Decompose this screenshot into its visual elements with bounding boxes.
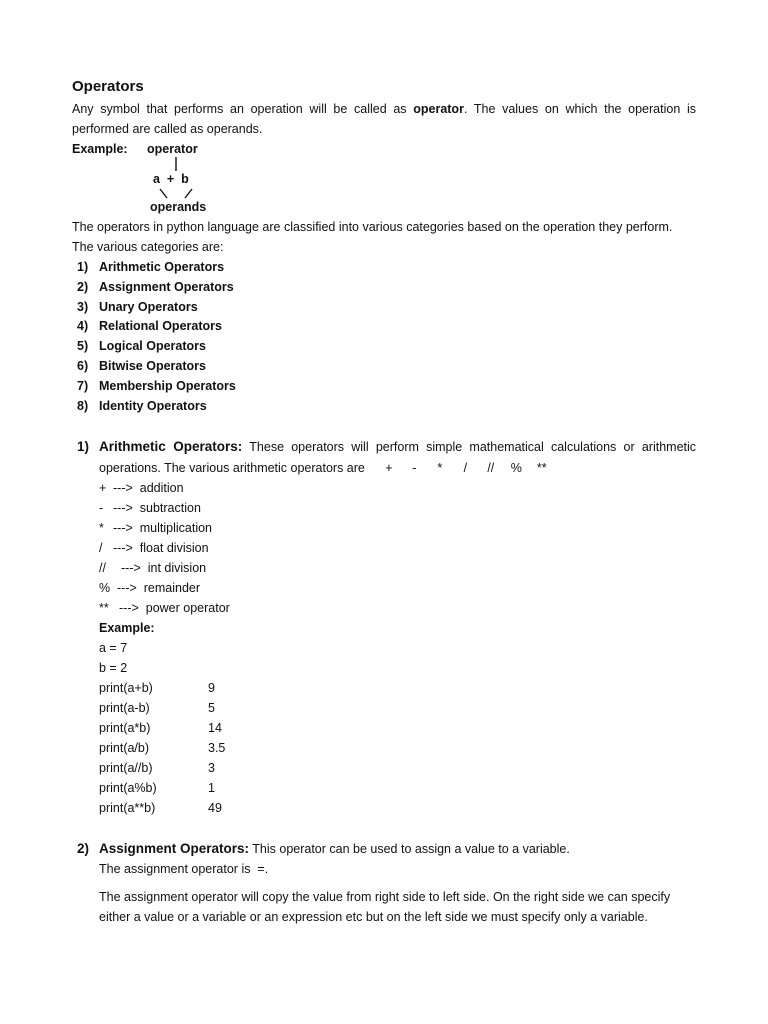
assign-b: b = 2 (99, 661, 128, 675)
print-result: 1 (208, 781, 215, 795)
assignment-para-2: either a value or a variable or an expression etc but on the left side we must specify only a variable. (99, 910, 648, 924)
category-num: 1) (77, 260, 89, 274)
intro-operator-term: operator (413, 102, 464, 116)
symbol-power: ** (536, 461, 547, 475)
assignment-line-1 (99, 841, 570, 857)
op-row-power: ** ---> power operator (99, 601, 230, 615)
print-result: 9 (208, 681, 215, 695)
diagram-operands-label: operands (150, 200, 207, 214)
category-num: 3) (77, 300, 89, 314)
page-title: Operators (72, 78, 144, 95)
category-membership: Membership Operators (99, 379, 236, 393)
op-row-subtraction: - ---> subtraction (99, 501, 201, 515)
op-row-remainder: % ---> remainder (99, 581, 201, 595)
category-assignment: Assignment Operators (99, 280, 234, 294)
arithmetic-desc-line-2 (99, 460, 553, 476)
symbol-modulo: % (510, 461, 522, 475)
category-num: 7) (77, 379, 89, 393)
category-num: 2) (77, 280, 89, 294)
categories-intro-1: The operators in python language are classified into various categories based on the operation they perform. (72, 220, 673, 234)
category-bitwise: Bitwise Operators (99, 359, 206, 373)
arithmetic-heading: Arithmetic Operators: (99, 439, 243, 454)
category-num: 8) (77, 399, 89, 413)
symbol-minus: - (412, 461, 417, 475)
diagram-expression: a + b (153, 172, 189, 186)
category-num: 5) (77, 339, 89, 353)
assign-a: a = 7 (99, 641, 128, 655)
op-row-multiplication: * ---> multiplication (99, 521, 213, 535)
print-result: 5 (208, 701, 215, 715)
print-code: print(a%b) (99, 781, 157, 795)
assignment-line-2: The assignment operator is =. (99, 862, 269, 876)
symbol-divide: / (463, 461, 468, 475)
print-result: 14 (208, 721, 222, 735)
category-logical: Logical Operators (99, 339, 206, 353)
print-code: print(a-b) (99, 701, 150, 715)
print-code: print(a*b) (99, 721, 151, 735)
op-row-addition: + ---> addition (99, 481, 184, 495)
category-arithmetic: Arithmetic Operators (99, 260, 225, 274)
assignment-heading: Assignment Operators: (99, 841, 250, 856)
intro-text-a: Any symbol that performs an operation will be called as (72, 102, 407, 116)
assignment-desc: This operator can be used to assign a value to a variable. (252, 842, 570, 856)
arithmetic-example-label: Example: (99, 621, 155, 635)
example-label: Example: (72, 142, 128, 156)
print-result: 3 (208, 761, 215, 775)
print-code: print(a+b) (99, 681, 153, 695)
category-relational: Relational Operators (99, 319, 222, 333)
category-num: 4) (77, 319, 89, 333)
op-row-int-division: // ---> int division (99, 561, 207, 575)
diagram-operator-label: operator (147, 142, 198, 156)
arithmetic-desc-2: operations. The various arithmetic operators are (99, 461, 365, 475)
category-unary: Unary Operators (99, 300, 198, 314)
print-code: print(a**b) (99, 801, 156, 815)
print-code: print(a//b) (99, 761, 153, 775)
print-code: print(a/b) (99, 741, 150, 755)
print-result: 3.5 (208, 741, 226, 755)
print-result: 49 (208, 801, 222, 815)
op-row-float-division: / ---> float division (99, 541, 209, 555)
assignment-para-1: The assignment operator will copy the value from right side to left side. On the right side we can specify (99, 890, 671, 904)
category-num: 6) (77, 359, 89, 373)
intro-text-b: . The values on which the operation is (463, 102, 696, 116)
intro-line-2: performed are called as operands. (72, 122, 263, 136)
intro-line-1 (72, 101, 696, 117)
arithmetic-desc-line-1 (99, 439, 696, 455)
symbol-plus: + (385, 461, 393, 475)
symbol-floor-divide: // (487, 461, 495, 475)
symbol-multiply: * (437, 461, 443, 475)
section-1-num: 1) (77, 439, 90, 454)
section-2-num: 2) (77, 841, 90, 856)
categories-intro-2: The various categories are: (72, 240, 224, 254)
arithmetic-desc-1: These operators will perform simple mathematical calculations or arithmetic (249, 440, 697, 454)
category-identity: Identity Operators (99, 399, 207, 413)
